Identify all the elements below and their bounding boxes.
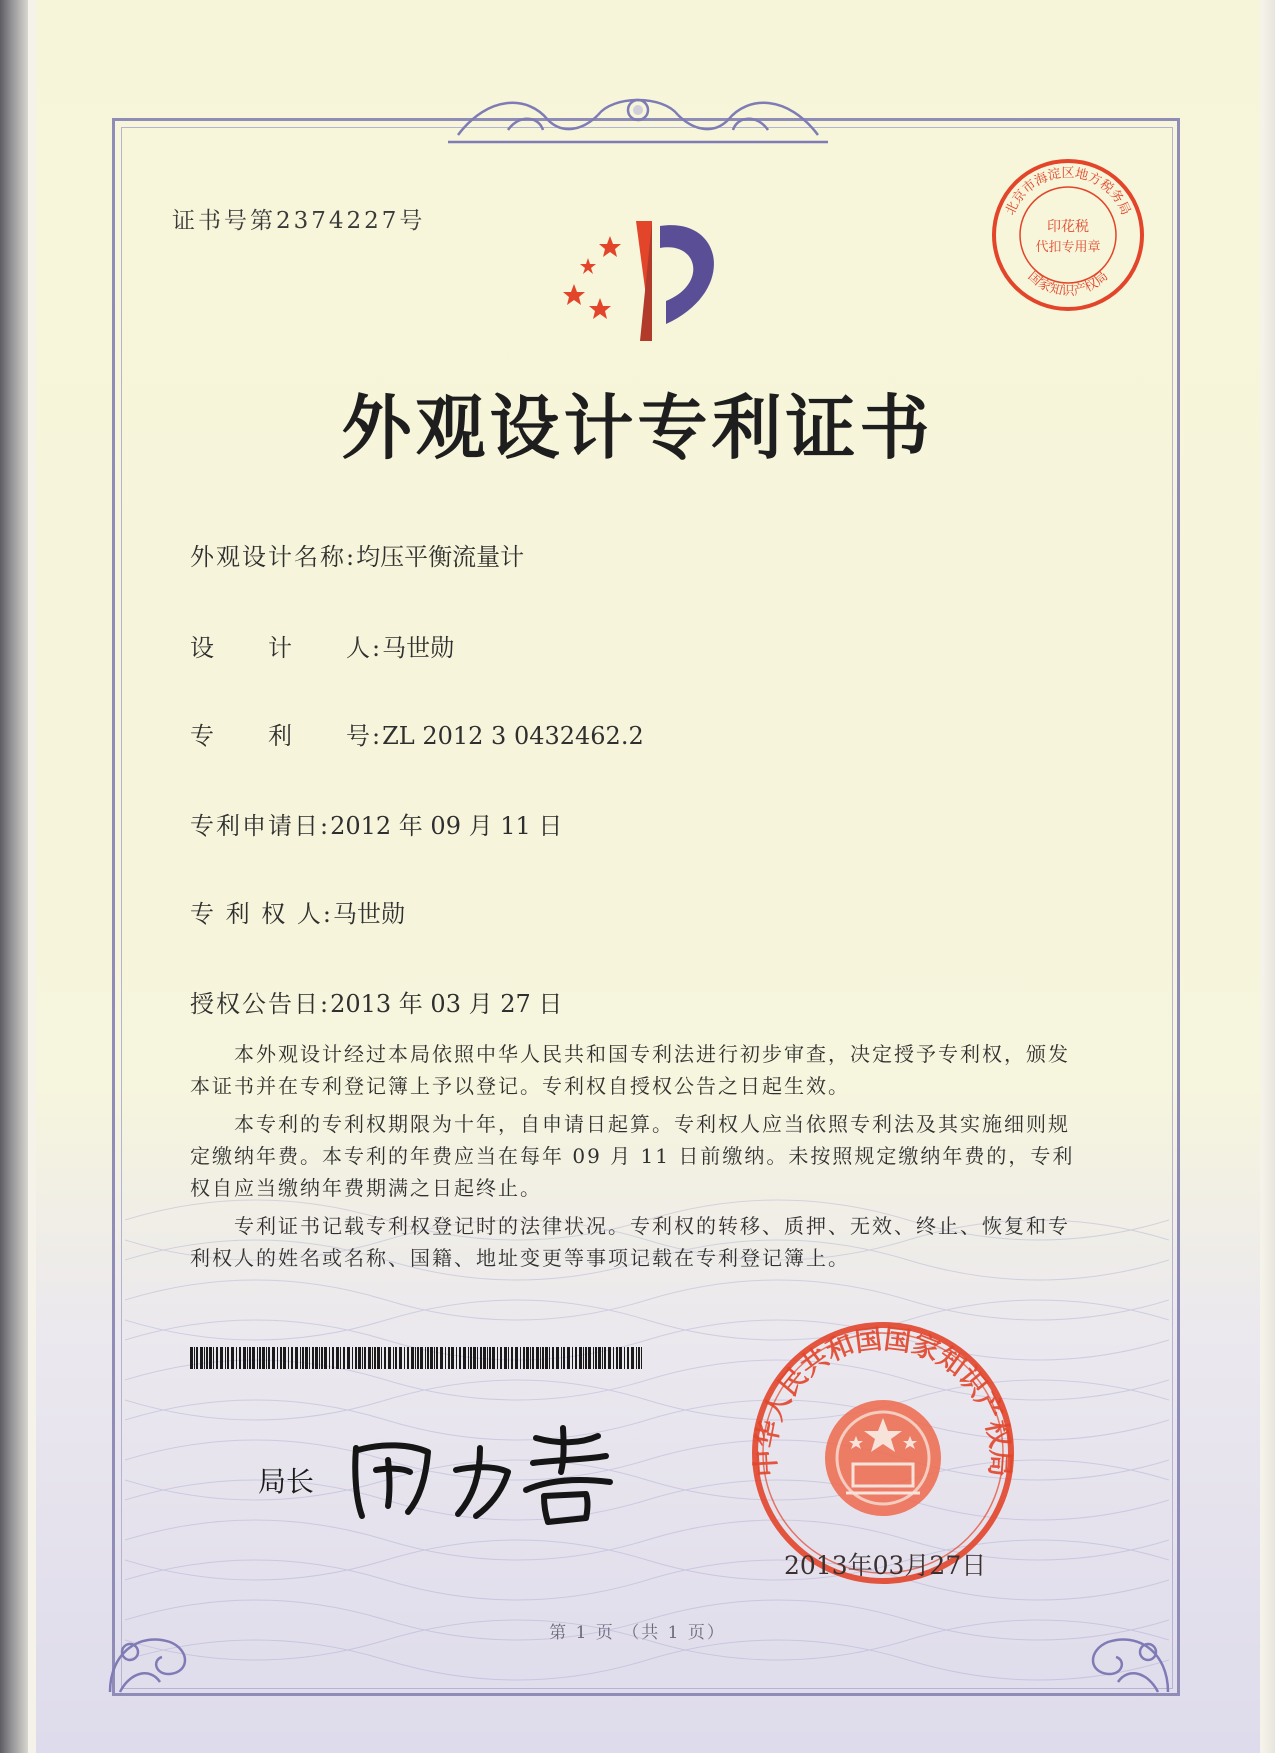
barcode-bar: [411, 1347, 414, 1369]
barcode-bar: [511, 1347, 513, 1369]
barcode-bar: [552, 1347, 554, 1369]
barcode-bar: [631, 1347, 634, 1369]
barcode-bar: [445, 1347, 446, 1369]
barcode-bar: [355, 1347, 357, 1369]
barcode-bar: [608, 1347, 611, 1369]
barcode-bar: [595, 1347, 597, 1369]
seal-date: 2013年03月27日: [784, 1551, 987, 1580]
barcode-bar: [415, 1347, 416, 1369]
barcode-bar: [324, 1347, 327, 1369]
barcode-bar: [542, 1347, 544, 1369]
barcode-bar: [598, 1347, 601, 1369]
barcode-bar: [200, 1347, 203, 1369]
field-grant-date: [190, 984, 562, 1019]
barcode-bar: [463, 1347, 466, 1369]
barcode-bar: [624, 1347, 625, 1369]
barcode-bar: [384, 1347, 386, 1369]
field-label: 外观设计名称:: [190, 543, 357, 571]
barcode-bar: [627, 1347, 629, 1369]
barcode-bar: [407, 1347, 409, 1369]
barcode-bar: [291, 1347, 293, 1369]
barcode-bar: [436, 1347, 438, 1369]
barcode-bar: [520, 1347, 521, 1369]
barcode-bar: [352, 1347, 353, 1369]
tax-stamp-bottom-text: 国家知识产权局: [1024, 268, 1112, 299]
barcode-bar: [257, 1347, 258, 1369]
barcode-bar: [523, 1347, 525, 1369]
barcode-bar: [563, 1347, 565, 1369]
field-value: 2013 年 03 月 27 日: [330, 990, 563, 1018]
body-paragraph: 本外观设计经过本局依照中华人民共和国专利法进行初步审查，决定授予专利权，颁发本证书并在专利登记簿上予以登记。专利权自授权公告之日起生效。: [190, 1042, 1070, 1098]
barcode-bar: [588, 1347, 591, 1369]
certificate-number: 证书号第2374227号: [172, 208, 426, 234]
barcode-bar: [277, 1347, 278, 1369]
barcode-bar: [638, 1347, 640, 1369]
field-label: 专 利 权 人:: [190, 900, 333, 928]
barcode-bar: [636, 1347, 637, 1369]
barcode-bar: [231, 1347, 234, 1369]
barcode-bar: [532, 1347, 534, 1369]
barcode-bar: [504, 1347, 507, 1369]
barcode-bar: [319, 1347, 320, 1369]
tax-stamp-line2: 代扣专用章: [1035, 240, 1101, 255]
certificate-body: [190, 1038, 1088, 1280]
barcode-bar: [480, 1347, 482, 1369]
barcode-bar: [305, 1347, 308, 1369]
barcode-bar: [236, 1347, 237, 1369]
seal-text: 中华人民共和国国家知识产权局: [750, 1323, 1016, 1478]
barcode-bar: [268, 1347, 270, 1369]
barcode-bar: [225, 1347, 226, 1369]
barcode-bar: [440, 1347, 443, 1369]
barcode-bar: [340, 1347, 341, 1369]
director-label: 局长: [258, 1465, 315, 1498]
scan-edge-shadow: [0, 0, 28, 1753]
barcode-bar: [604, 1347, 606, 1369]
barcode-bar: [315, 1347, 318, 1369]
barcode-bar: [247, 1347, 248, 1369]
barcode-bar: [492, 1347, 495, 1369]
barcode-bar: [336, 1347, 339, 1369]
field-label: 专 利 号:: [190, 722, 383, 750]
barcode-bar: [194, 1347, 195, 1369]
barcode-bar: [540, 1347, 541, 1369]
barcode-bar: [451, 1347, 454, 1369]
tax-stamp-ring-text: 北京市海淀区地方税务局: [1002, 166, 1134, 218]
field-label: 授权公告日:: [190, 990, 331, 1018]
barcode-bar: [420, 1347, 423, 1369]
field-value: 2012 年 09 月 11 日: [330, 812, 563, 840]
barcode: [190, 1347, 642, 1369]
field-designer: [190, 628, 454, 663]
barcode-bar: [561, 1347, 562, 1369]
barcode-bar: [381, 1347, 382, 1369]
barcode-bar: [252, 1347, 255, 1369]
field-application-date: [190, 806, 562, 841]
barcode-bar: [593, 1347, 594, 1369]
barcode-bar: [556, 1347, 559, 1369]
scan-right-edge: [1263, 0, 1275, 1753]
page-number: 第 1 页 （共 1 页）: [549, 1623, 726, 1643]
barcode-bar: [295, 1347, 298, 1369]
barcode-bar: [602, 1347, 603, 1369]
barcode-bar: [272, 1347, 275, 1369]
body-paragraph: 本专利的专利权期限为十年，自申请日起算。专利权人应当依照专利法及其实施细则规定缴纳年费。本专利的年费应当在每年 09 月 11 日前缴纳。未按照规定缴纳年费的，专利权自应当缴纳年费期满之日起终止。: [190, 1112, 1075, 1200]
patent-office-logo: [548, 206, 748, 356]
field-label: 设 计 人:: [190, 634, 383, 662]
barcode-bar: [372, 1347, 373, 1369]
barcode-bar: [473, 1347, 476, 1369]
svg-text:国家知识产权局: [1025, 269, 1112, 299]
barcode-bar: [347, 1347, 350, 1369]
barcode-bar: [243, 1347, 246, 1369]
field-label: 专利申请日:: [190, 812, 331, 840]
barcode-bar: [280, 1347, 282, 1369]
barcode-bar: [395, 1347, 397, 1369]
barcode-bar: [364, 1347, 366, 1369]
barcode-bar: [567, 1347, 570, 1369]
top-ornament: [448, 90, 828, 150]
barcode-bar: [468, 1347, 469, 1369]
barcode-bar: [249, 1347, 251, 1369]
barcode-bar: [321, 1347, 323, 1369]
barcode-bar: [489, 1347, 491, 1369]
barcode-bar: [227, 1347, 229, 1369]
field-patent-number: [190, 716, 644, 751]
field-value: 均压平衡流量计: [356, 543, 525, 571]
field-patentee: [190, 894, 405, 929]
barcode-bar: [448, 1347, 450, 1369]
barcode-bar: [616, 1347, 618, 1369]
barcode-bar: [309, 1347, 310, 1369]
barcode-bar: [585, 1347, 587, 1369]
barcode-bar: [459, 1347, 461, 1369]
barcode-bar: [545, 1347, 548, 1369]
barcode-bar: [329, 1347, 330, 1369]
barcode-bar: [583, 1347, 584, 1369]
barcode-bar: [220, 1347, 223, 1369]
barcode-bar: [196, 1347, 198, 1369]
barcode-bar: [300, 1347, 301, 1369]
barcode-bar: [536, 1347, 539, 1369]
barcode-bar: [526, 1347, 529, 1369]
barcode-bar: [206, 1347, 208, 1369]
barcode-bar: [362, 1347, 363, 1369]
barcode-bar: [332, 1347, 334, 1369]
certificate-title: 外观设计专利证书: [341, 387, 934, 469]
barcode-bar: [613, 1347, 614, 1369]
barcode-bar: [266, 1347, 267, 1369]
barcode-bar: [343, 1347, 345, 1369]
field-value: ZL 2012 3 0432462.2: [382, 722, 644, 750]
barcode-bar: [239, 1347, 241, 1369]
barcode-bar: [259, 1347, 261, 1369]
barcode-bar: [204, 1347, 205, 1369]
barcode-bar: [399, 1347, 402, 1369]
tax-stamp-line1: 印花税: [1047, 219, 1089, 235]
barcode-bar: [497, 1347, 498, 1369]
barcode-bar: [619, 1347, 622, 1369]
barcode-bar: [288, 1347, 289, 1369]
barcode-bar: [508, 1347, 509, 1369]
barcode-bar: [572, 1347, 573, 1369]
barcode-bar: [515, 1347, 518, 1369]
svg-text:北京市海淀区地方税务局: [1003, 165, 1133, 217]
barcode-bar: [549, 1347, 550, 1369]
barcode-bar: [374, 1347, 376, 1369]
barcode-bar: [579, 1347, 582, 1369]
barcode-bar: [434, 1347, 435, 1369]
barcode-bar: [470, 1347, 472, 1369]
barcode-bar: [477, 1347, 478, 1369]
barcode-bar: [427, 1347, 429, 1369]
barcode-bar: [530, 1347, 531, 1369]
body-paragraph: 专利证书记载专利权登记时的法律状况。专利权的转移、质押、无效、终止、恢复和专利权人的姓名或名称、国籍、地址变更等事项记载在专利登记簿上。: [190, 1214, 1070, 1270]
barcode-bar: [216, 1347, 218, 1369]
barcode-bar: [368, 1347, 371, 1369]
barcode-bar: [190, 1347, 193, 1369]
barcode-bar: [575, 1347, 577, 1369]
field-value: 马世勋: [382, 634, 455, 662]
barcode-bar: [430, 1347, 433, 1369]
field-design-name: [190, 537, 524, 572]
director-signature: [348, 1408, 618, 1528]
barcode-bar: [283, 1347, 286, 1369]
barcode-bar: [393, 1347, 394, 1369]
barcode-bar: [262, 1347, 265, 1369]
barcode-bar: [404, 1347, 405, 1369]
field-value: 马世勋: [332, 900, 405, 928]
barcode-bar: [456, 1347, 457, 1369]
barcode-bar: [388, 1347, 391, 1369]
barcode-bar: [500, 1347, 502, 1369]
barcode-bar: [425, 1347, 426, 1369]
barcode-bar: [302, 1347, 304, 1369]
tax-stamp: [988, 155, 1148, 315]
barcode-bar: [209, 1347, 212, 1369]
barcode-bar: [487, 1347, 488, 1369]
barcode-bar: [213, 1347, 214, 1369]
barcode-bar: [483, 1347, 486, 1369]
barcode-bar: [417, 1347, 419, 1369]
barcode-bar: [377, 1347, 380, 1369]
barcode-bar: [641, 1347, 642, 1369]
barcode-bar: [312, 1347, 314, 1369]
barcode-bar: [358, 1347, 361, 1369]
